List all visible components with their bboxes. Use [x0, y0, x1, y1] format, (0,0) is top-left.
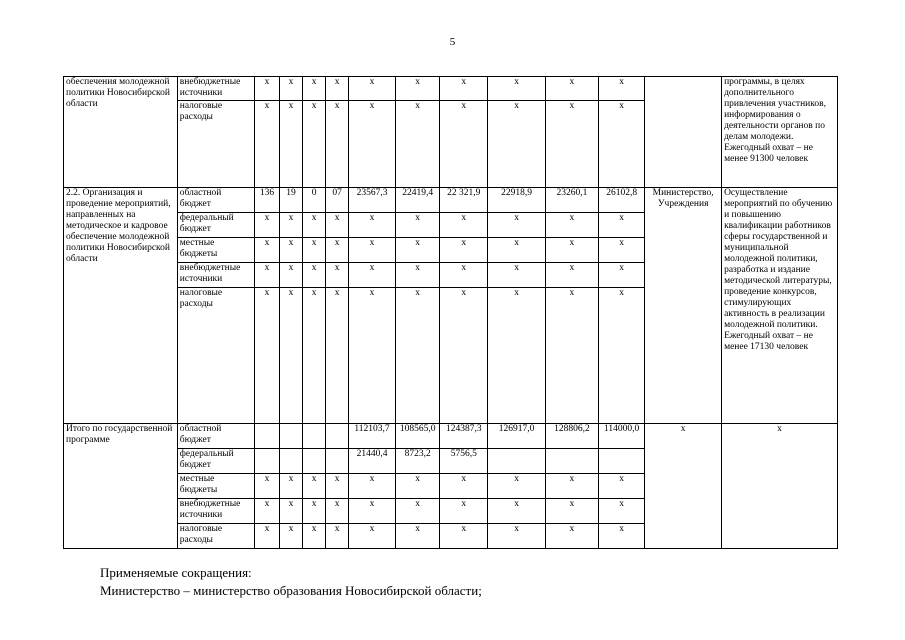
- cell: x: [488, 77, 545, 101]
- cell: x: [545, 499, 598, 524]
- cell: x: [396, 238, 440, 263]
- cell: x: [280, 263, 303, 288]
- cell: x: [348, 101, 395, 188]
- cell: [326, 449, 349, 474]
- cell: x: [302, 213, 326, 238]
- cell: x: [440, 499, 488, 524]
- cell: x: [599, 474, 645, 499]
- cell: x: [488, 213, 545, 238]
- cell: 114000,0: [599, 424, 645, 449]
- cell: x: [254, 77, 280, 101]
- table-row: [64, 77, 838, 101]
- cell: x: [302, 499, 326, 524]
- cell: x: [348, 263, 395, 288]
- cell: x: [326, 77, 349, 101]
- cell: x: [280, 101, 303, 188]
- cell: [280, 449, 303, 474]
- funding-source: местные бюджеты: [177, 238, 254, 263]
- cell: x: [599, 524, 645, 549]
- cell: 23260,1: [545, 188, 598, 213]
- cell: x: [396, 474, 440, 499]
- cell: x: [599, 77, 645, 101]
- cell: x: [599, 238, 645, 263]
- cell: x: [254, 213, 280, 238]
- executor-cell: Министерство, Учреждения: [645, 188, 722, 424]
- cell: x: [348, 238, 395, 263]
- funding-source: областной бюджет: [177, 188, 254, 213]
- funding-source: федеральный бюджет: [177, 449, 254, 474]
- abbreviations-heading: Применяемые сокращения:: [100, 565, 252, 580]
- cell: 136: [254, 188, 280, 213]
- cell: x: [440, 213, 488, 238]
- cell: [599, 449, 645, 474]
- cell: x: [440, 524, 488, 549]
- cell: x: [396, 77, 440, 101]
- cell: [302, 449, 326, 474]
- cell: x: [440, 263, 488, 288]
- page-number: 5: [449, 36, 456, 48]
- cell: x: [348, 524, 395, 549]
- cell: 07: [326, 188, 349, 213]
- cell: x: [326, 101, 349, 188]
- cell: x: [440, 288, 488, 424]
- funding-source: налоговые расходы: [177, 101, 254, 188]
- cell: x: [348, 474, 395, 499]
- cell: x: [280, 524, 303, 549]
- cell: x: [396, 288, 440, 424]
- cell: 22918,9: [488, 188, 545, 213]
- cell: x: [488, 474, 545, 499]
- cell: x: [254, 524, 280, 549]
- cell: x: [302, 238, 326, 263]
- cell: 108565,0: [396, 424, 440, 449]
- cell: x: [545, 77, 598, 101]
- cell: x: [348, 499, 395, 524]
- funding-source: внебюджетные источники: [177, 263, 254, 288]
- expected-result: Осуществление мероприятий по обучению и повышению квалификации работников сферы государственной и муниципальной молодежной политики, разработка и издание методической литературы, проведение конкурсов, стимулирующих активность в реализации молодежной политики. Ежегодный охват – не менее 17130 человек: [722, 188, 838, 424]
- cell: x: [254, 238, 280, 263]
- cell: [488, 449, 545, 474]
- activity-name: обеспечения молодежной политики Новосибирской области: [64, 77, 178, 188]
- cell: x: [545, 101, 598, 188]
- cell: [254, 424, 280, 449]
- cell: x: [302, 101, 326, 188]
- cell: x: [545, 213, 598, 238]
- cell: x: [254, 474, 280, 499]
- cell: 124387,3: [440, 424, 488, 449]
- cell: x: [396, 101, 440, 188]
- cell: x: [545, 238, 598, 263]
- cell: x: [254, 499, 280, 524]
- cell: x: [302, 288, 326, 424]
- cell: 21440,4: [348, 449, 395, 474]
- abbreviation-definition: Министерство – министерство образования Новосибирской области;: [100, 583, 482, 598]
- cell: x: [254, 263, 280, 288]
- cell: x: [348, 288, 395, 424]
- cell: [254, 449, 280, 474]
- cell: x: [440, 238, 488, 263]
- table-row: [64, 424, 838, 449]
- cell: x: [280, 213, 303, 238]
- cell: x: [599, 263, 645, 288]
- funding-source: внебюджетные источники: [177, 499, 254, 524]
- funding-source: налоговые расходы: [177, 524, 254, 549]
- cell: 126917,0: [488, 424, 545, 449]
- cell: 22419,4: [396, 188, 440, 213]
- cell: x: [280, 288, 303, 424]
- cell: x: [348, 213, 395, 238]
- cell: x: [396, 499, 440, 524]
- table-row: [64, 188, 838, 213]
- cell: x: [396, 263, 440, 288]
- cell: x: [488, 288, 545, 424]
- activity-name: 2.2. Организация и проведение мероприятий, направленных на методическое и кадровое обеспечение молодежной политики Новосибирской области: [64, 188, 178, 424]
- cell: x: [396, 524, 440, 549]
- cell: x: [488, 524, 545, 549]
- cell: x: [326, 213, 349, 238]
- cell: x: [302, 77, 326, 101]
- cell: x: [488, 101, 545, 188]
- cell: 112103,7: [348, 424, 395, 449]
- activity-name: Итого по государственной программе: [64, 424, 178, 549]
- cell: x: [545, 288, 598, 424]
- cell: 26102,8: [599, 188, 645, 213]
- executor-cell: x: [645, 424, 722, 549]
- cell: 5756,5: [440, 449, 488, 474]
- cell: [545, 449, 598, 474]
- cell: x: [302, 474, 326, 499]
- cell: x: [326, 263, 349, 288]
- cell: x: [396, 213, 440, 238]
- cell: x: [599, 213, 645, 238]
- cell: x: [488, 263, 545, 288]
- cell: x: [280, 77, 303, 101]
- cell: x: [440, 77, 488, 101]
- funding-source: внебюджетные источники: [177, 77, 254, 101]
- cell: x: [280, 238, 303, 263]
- cell: x: [254, 101, 280, 188]
- cell: 22 321,9: [440, 188, 488, 213]
- cell: [326, 424, 349, 449]
- program-table: [63, 76, 838, 549]
- funding-source: налоговые расходы: [177, 288, 254, 424]
- cell: x: [326, 238, 349, 263]
- cell: x: [545, 474, 598, 499]
- funding-source: областной бюджет: [177, 424, 254, 449]
- funding-source: федеральный бюджет: [177, 213, 254, 238]
- cell: x: [545, 524, 598, 549]
- cell: x: [254, 288, 280, 424]
- funding-source: местные бюджеты: [177, 474, 254, 499]
- cell: x: [326, 288, 349, 424]
- cell: 8723,2: [396, 449, 440, 474]
- cell: x: [488, 499, 545, 524]
- cell: [302, 424, 326, 449]
- cell: x: [326, 524, 349, 549]
- cell: 19: [280, 188, 303, 213]
- cell: x: [302, 524, 326, 549]
- expected-result: программы, в целях дополнительного привлечения участников, информирования о деятельности органов по делам молодежи. Ежегодный охват – не менее 91300 человек: [722, 77, 838, 188]
- cell: x: [440, 474, 488, 499]
- cell: x: [280, 474, 303, 499]
- expected-result: x: [722, 424, 838, 549]
- cell: x: [545, 263, 598, 288]
- cell: x: [326, 499, 349, 524]
- executor-cell: [645, 77, 722, 188]
- cell: x: [488, 238, 545, 263]
- cell: 23567,3: [348, 188, 395, 213]
- cell: [280, 424, 303, 449]
- cell: 128806,2: [545, 424, 598, 449]
- cell: x: [302, 263, 326, 288]
- cell: 0: [302, 188, 326, 213]
- cell: x: [280, 499, 303, 524]
- cell: x: [440, 101, 488, 188]
- cell: x: [326, 474, 349, 499]
- cell: x: [599, 101, 645, 188]
- cell: x: [599, 288, 645, 424]
- cell: x: [348, 77, 395, 101]
- cell: x: [599, 499, 645, 524]
